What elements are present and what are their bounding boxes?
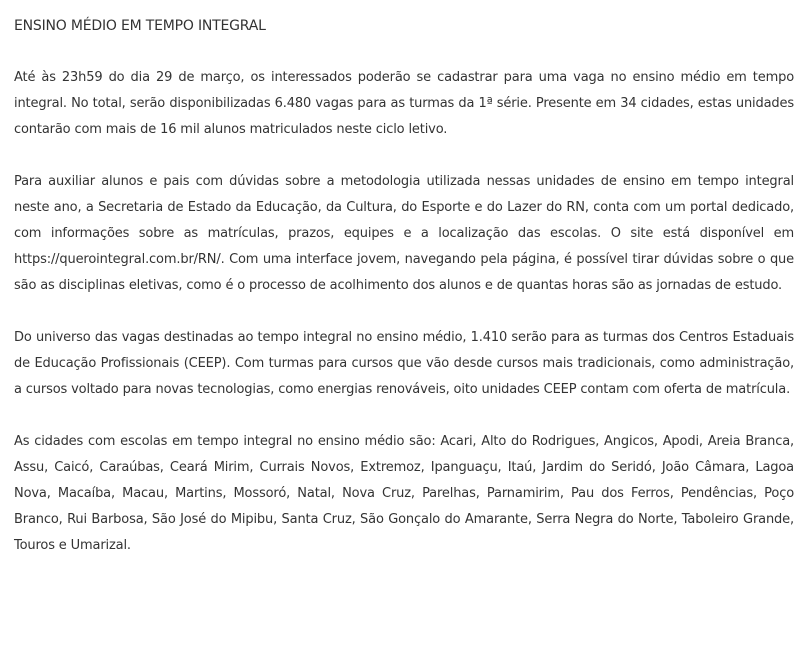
paragraph-cities-list: As cidades com escolas em tempo integral no ensino médio são: Acari, Alto do Rodrigues, Angicos, Apodi, Areia Branca, Assu, Caicó, Caraúbas, Ceará Mirim, Currais Novos, Extremoz, Ipanguaçu, Itaú, Jardim do Seridó, João Câmara, Lagoa Nova, Macaíba, Macau, Martins, Mossoró, Natal, Nova Cruz, Parelhas, Parnamirim, Pau dos Ferros, Pendências, Poço Branco, Rui Barbosa, São José do Mipibu, Santa Cruz, São Gonçalo do Amarante, Serra Negra do Norte, Taboleiro Grande, Touros e Umarizal. <box>14 434 794 553</box>
paragraph-portal-info: Para auxiliar alunos e pais com dúvidas sobre a metodologia utilizada nessas unidades de ensino em tempo integral neste ano, a Secretaria de Estado da Educação, da Cultura, do Esporte e do Lazer do RN, conta com um portal dedicado, com informações sobre as matrículas, prazos, equipes e a localização das escolas. O site está disponível em https://querointegral.com.br/RN/. Com uma interface jovem, navegando pela página, é possível tirar dúvidas sobre o que são as disciplinas eletivas, como é o processo de acolhimento dos alunos e de quantas horas são as jornadas de estudo. <box>14 174 794 293</box>
article-title: ENSINO MÉDIO EM TEMPO INTEGRAL <box>14 18 266 34</box>
paragraph-ceep-vacancies: Do universo das vagas destinadas ao tempo integral no ensino médio, 1.410 serão para as turmas dos Centros Estaduais de Educação Profissionais (CEEP). Com turmas para cursos que vão desde cursos mais tradicionais, como administração, a cursos voltado para novas tecnologias, como energias renováveis, oito unidades CEEP contam com oferta de matrícula. <box>14 330 794 397</box>
paragraph-registration-deadline: Até às 23h59 do dia 29 de março, os interessados poderão se cadastrar para uma vaga no ensino médio em tempo integral. No total, serão disponibilizadas 6.480 vagas para as turmas da 1ª série. Presente em 34 cidades, estas unidades contarão com mais de 16 mil alunos matriculados neste ciclo letivo. <box>14 70 794 137</box>
